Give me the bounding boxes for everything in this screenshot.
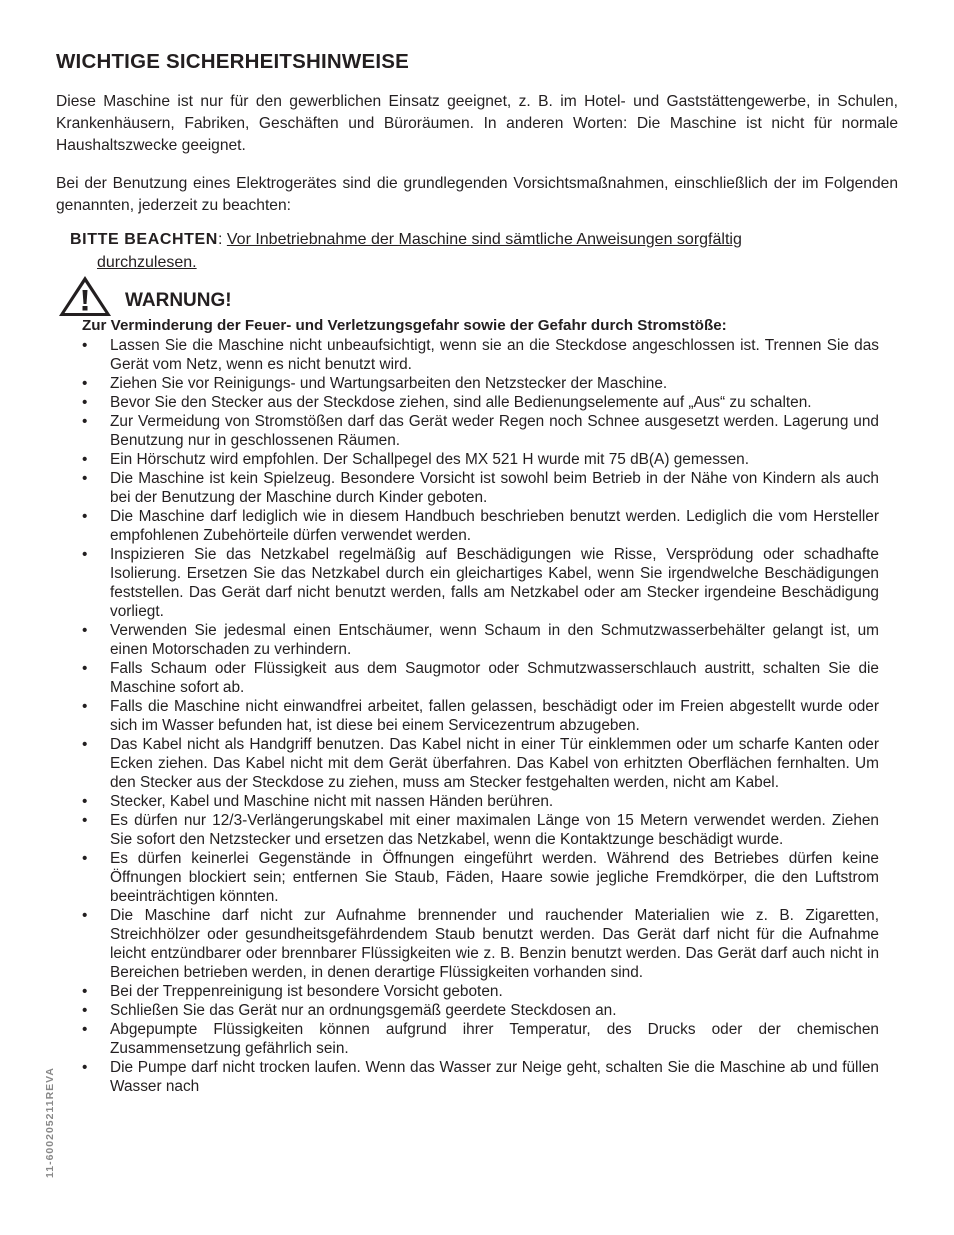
note-label: BITTE BEACHTEN (70, 231, 218, 248)
warning-list (80, 336, 879, 1096)
list-item: • Lassen Sie die Maschine nicht unbeaufsichtigt, wenn sie an die Steckdose angeschlossen ist. Trennen Sie das Gerät vom Netz, wenn es nicht benutzt wird. (80, 336, 879, 374)
list-item: • Schließen Sie das Gerät nur an ordnungsgemäß geerdete Steckdosen an. (80, 1001, 879, 1020)
intro-paragraph-2: Bei der Benutzung eines Elektrogerätes sind die grundlegenden Vorsichtsmaßnahmen, einschließlich der im Folgenden genannten, jederzeit zu beachten: (56, 175, 898, 214)
note-block (70, 229, 898, 274)
list-item: • Die Maschine darf nicht zur Aufnahme brennender und rauchender Materialien wie z. B. Zigaretten, Streichhölzer oder gesundheitsgefährdendem Staub benutzt werden. Das Gerät darf nicht für die Aufnahme leicht entzündbarer oder brennbarer Flüssigkeiten wie z. B. Benzin benutzt werden. Das Gerät darf auch nicht in Bereichen betrieben werden, in denen derartige Flüssigkeiten vorhanden sind. (80, 906, 879, 982)
list-item: • Die Pumpe darf nicht trocken laufen. Wenn das Wasser zur Neige geht, schalten Sie die Maschine ab und füllen Wasser nach (80, 1058, 879, 1096)
list-item: • Inspizieren Sie das Netzkabel regelmäßig auf Beschädigungen wie Risse, Versprödung oder schadhafte Isolierung. Ersetzen Sie das Netzkabel durch ein gleichartiges Kabel, wenn Sie irgendwelche Beschädigungen feststellen. Das Gerät darf nicht benutzt werden, falls am Netzkabel oder am Stecker irgendeine Beschädigung vorliegt. (80, 545, 879, 621)
warning-title: WARNUNG! (125, 290, 232, 311)
list-item: • Abgepumpte Flüssigkeiten können aufgrund ihrer Temperatur, des Drucks oder der chemischen Zusammensetzung gefährlich sein. (80, 1020, 879, 1058)
warning-triangle-icon (57, 274, 113, 318)
list-item: • Bevor Sie den Stecker aus der Steckdose ziehen, sind alle Bedienungselemente auf „Aus“ zu schalten. (80, 393, 879, 412)
note-text-line2: durchzulesen. (97, 253, 197, 271)
list-item: • Das Kabel nicht als Handgriff benutzen. Das Kabel nicht in einer Tür einklemmen oder um scharfe Kanten oder Ecken ziehen. Das Kabel nicht mit dem Gerät überfahren. Das Kabel von erhitzten Oberflächen fernhalten. Um den Stecker aus der Steckdose zu ziehen, muss am Stecker festgehalten werden, nicht am Kabel. (80, 735, 879, 792)
page-title: WICHTIGE SICHERHEITSHINWEISE (56, 50, 409, 73)
list-item: • Stecker, Kabel und Maschine nicht mit nassen Händen berühren. (80, 792, 879, 811)
list-item: • Es dürfen keinerlei Gegenstände in Öffnungen eingeführt werden. Während des Betriebes dürfen keine Öffnungen blockiert sein; entfernen Sie Staub, Fäden, Haare sowie jegliche Fremdkörper, die den Luftstrom beeinträchtigen könnten. (80, 849, 879, 906)
note-text-line1: Vor Inbetriebnahme der Maschine sind sämtliche Anweisungen sorgfältig (226, 231, 742, 248)
intro-paragraph-1: Diese Maschine ist nur für den gewerblichen Einsatz geeignet, z. B. im Hotel- und Gaststättengewerbe, in Schulen, Krankenhäusern, Fabriken, Geschäften und Büroräumen. In anderen Worten: Die Maschine ist nicht für normale Haushaltszwecke geeignet. (56, 93, 898, 154)
list-item: • Die Maschine darf lediglich wie in diesem Handbuch beschrieben benutzt werden. Lediglich die vom Hersteller empfohlenen Zubehörteile dürfen verwendet werden. (80, 507, 879, 545)
list-item: • Falls die Maschine nicht einwandfrei arbeitet, fallen gelassen, beschädigt oder im Freien abgestellt wurde oder sich im Wasser befunden hat, ist diese bei einem Servicezentrum abzugeben. (80, 697, 879, 735)
list-item: • Zur Vermeidung von Stromstößen darf das Gerät weder Regen noch Schnee ausgesetzt werden. Lagerung und Benutzung nur in geschlossenen Räumen. (80, 412, 879, 450)
list-item: • Es dürfen nur 12/3-Verlängerungskabel mit einer maximalen Länge von 15 Metern verwendet werden. Ziehen Sie sofort den Netzstecker und ersetzen das Netzkabel, wenn die Kontaktzunge beschädigt wurde. (80, 811, 879, 849)
list-item: • Ein Hörschutz wird empfohlen. Der Schallpegel des MX 521 H wurde mit 75 dB(A) gemessen. (80, 450, 879, 469)
note-colon: : (217, 231, 223, 248)
list-item: • Die Maschine ist kein Spielzeug. Besondere Vorsicht ist sowohl beim Betrieb in der Nähe von Kindern als auch bei der Benutzung der Maschine durch Kinder geboten. (80, 469, 879, 507)
warning-intro: Zur Verminderung der Feuer- und Verletzungsgefahr sowie der Gefahr durch Stromstöße: (82, 317, 727, 334)
list-item: • Bei der Treppenreinigung ist besondere Vorsicht geboten. (80, 982, 879, 1001)
list-item: • Falls Schaum oder Flüssigkeit aus dem Saugmotor oder Schmutzwasserschlauch austritt, schalten Sie die Maschine sofort ab. (80, 659, 879, 697)
list-item: • Verwenden Sie jedesmal einen Entschäumer, wenn Schaum in den Schmutzwasserbehälter gelangt ist, um einen Motorschaden zu verhindern. (80, 621, 879, 659)
list-item: • Ziehen Sie vor Reinigungs- und Wartungsarbeiten den Netzstecker der Maschine. (80, 374, 879, 393)
document-code: 11-600205211REVA (44, 1067, 56, 1178)
